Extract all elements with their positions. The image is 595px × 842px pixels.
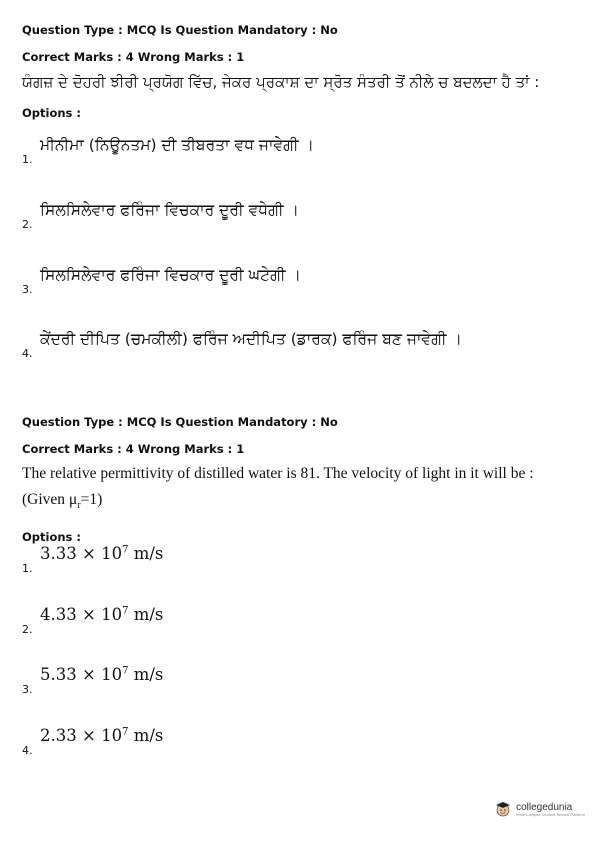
marks-line: Correct Marks : 4 Wrong Marks : 1 <box>22 50 245 64</box>
question-type-line: Question Type : MCQ Is Question Mandatory : No <box>22 415 338 429</box>
given-line: (Given $\mu_r=1$) <box>22 491 103 512</box>
option-number: 4. <box>22 347 33 360</box>
option-number: 2. <box>22 218 33 231</box>
option-number: 1. <box>22 562 33 575</box>
question-text: ਯੰਗਜ਼ ਦੇ ਦੋਹਰੀ ਝੀਰੀ ਪ੍ਰਯੋਗ ਵਿੱਚ, ਜੇਕਰ ਪ੍ਰਕਾਸ਼ ਦਾ ਸ੍ਰੋਤ ਸੰਤਰੀ ਤੋਂ ਨੀਲੇ ਚ ਬਦਲਦਾ ਹੈ ਤਾਂ : <box>22 73 540 91</box>
option-text: ਸਿਲਸਿਲੇਵਾਰ ਫਰਿੰਜਾ ਵਿਚਕਾਰ ਦੂਰੀ ਵਧੇਗੀ । <box>40 201 299 219</box>
option-number: 1. <box>22 153 33 166</box>
question-text-line: The relative permittivity of distilled water is 81. The velocity of light in it will be : <box>22 465 534 482</box>
option-number: 4. <box>22 744 33 757</box>
collegedunia-logo <box>494 800 585 818</box>
question-2 <box>22 414 582 757</box>
option-text: ਮੀਨੀਮਾ (ਨਿਊਨਤਮ) ਦੀ ਤੀਬਰਤਾ ਵਧ ਜਾਵੇਗੀ । <box>40 136 314 154</box>
option-value: $2.33 \times 10^7$ m/s <box>40 726 164 745</box>
graduate-mascot-icon <box>494 800 512 818</box>
option-text: ਸਿਲਸਿਲੇਵਾਰ ਫਰਿੰਜਾ ਵਿਚਕਾਰ ਦੂਰੀ ਘਟੇਗੀ । <box>40 266 301 284</box>
option-number: 2. <box>22 623 33 636</box>
options-label: Options : <box>22 530 81 545</box>
question-1 <box>22 22 582 360</box>
option-value: $5.33 \times 10^7$ m/s <box>40 665 164 684</box>
question-type-line: Question Type : MCQ Is Question Mandatory : No <box>22 23 338 37</box>
logo-name: collegedunia <box>516 801 573 813</box>
question-text <box>22 461 582 519</box>
option-number: 3. <box>22 683 33 696</box>
logo-tagline: India's largest Student Review Platform <box>516 812 585 817</box>
option-value: $4.33 \times 10^7$ m/s <box>40 605 164 624</box>
option-value: $3.33 \times 10^7$ m/s <box>40 544 164 563</box>
options-label: Options : <box>22 106 81 120</box>
marks-line: Correct Marks : 4 Wrong Marks : 1 <box>22 442 245 456</box>
option-number: 3. <box>22 283 33 296</box>
option-text: ਕੇਂਦਰੀ ਦੀਪਿਤ (ਚਮਕੀਲੀ) ਫਰਿੰਜ ਅਦੀਪਿਤ (ਡਾਰਕ) ਫਰਿੰਜ ਬਣ ਜਾਵੇਗੀ । <box>40 330 462 348</box>
